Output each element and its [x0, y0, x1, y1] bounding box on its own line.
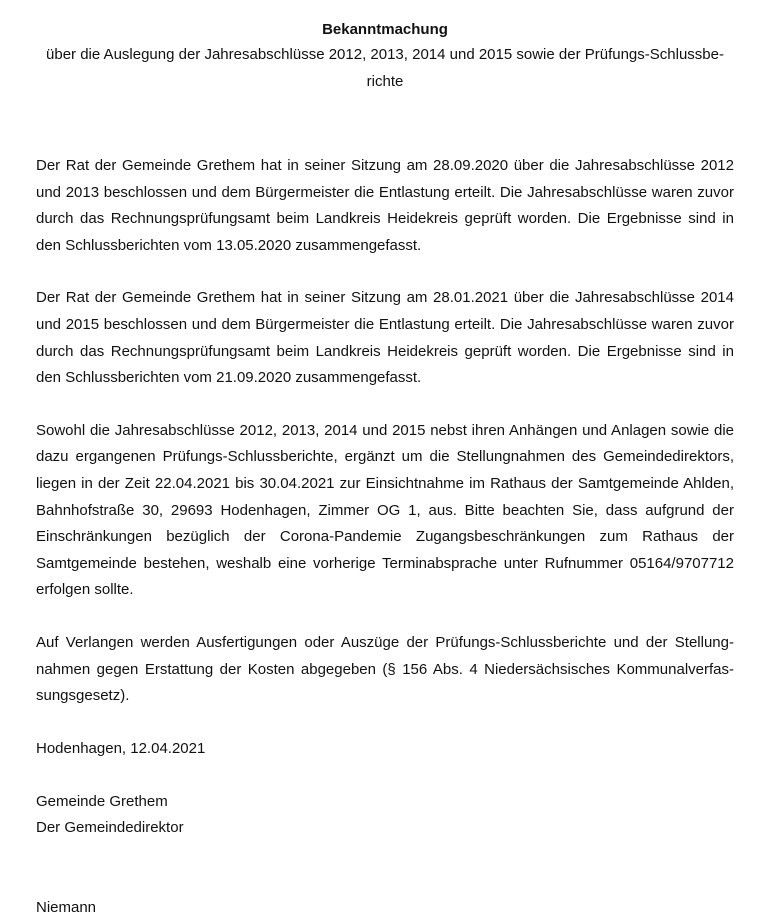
paragraph-copies-on-request: Auf Verlangen werden Ausfertigungen oder Auszüge der Prüfungs-Schlussberichte und der Stellungnahmen gegen Erstattung der Kosten abgegeben (§ 156 Abs. 4 Niedersächsisches Kommunalverfassungsgesetz). [36, 633, 734, 705]
paragraph-council-decision-2014-2015: Der Rat der Gemeinde Grethem hat in seiner Sitzung am 28.01.2021 über die Jahresabschlüsse 2014 und 2015 beschlossen und dem Bürgermeister die Entlastung erteilt. Die Jahresabschlüsse waren zuvor durch das Rechnungsprüfungsamt beim Landkreis Heidekreis geprüft worden. Die Ergebnisse sind in den Schlussberichten vom 21.09.2020 zusammengefasst. [36, 289, 734, 387]
signature-name: Niemann [36, 899, 97, 917]
signature-role: Der Gemeindedirektor [36, 819, 184, 837]
place-date: Hodenhagen, 12.04.2021 [36, 739, 206, 757]
paragraph-inspection-details: Sowohl die Jahresabschlüsse 2012, 2013, 2014 und 2015 nebst ihren Anhängen und Anlagen sowie die dazu ergangenen Prüfungs-Schlussberichte, ergänzt um die Stellungnahmen des Gemeindedirektors, liegen in der Zeit 22.04.2021 bis 30.04.2021 zur Einsichtnahme im Rathaus der Samtgemeinde Ahlden, Bahnhofstraße 30, 29693 Hodenhagen, Zimmer OG 1, aus. Bitte beachten Sie, dass aufgrund der Einschränkungen bezüglich der Corona-Pandemie Zugangsbeschränkungen zum Rathaus der Samtgemeinde bestehen, weshalb eine vorherige Terminabsprache unter Rufnummer 05164/9707712 erfolgen sollte. [36, 421, 734, 599]
paragraph-council-decision-2012-2013: Der Rat der Gemeinde Grethem hat in seiner Sitzung am 28.09.2020 über die Jahresabschlüsse 2012 und 2013 beschlossen und dem Bürgermeister die Entlastung erteilt. Die Jahresabschlüsse waren zuvor durch das Rechnungsprüfungsamt beim Landkreis Heidekreis geprüft worden. Die Ergebnisse sind in den Schlussberichten vom 13.05.2020 zusammengefasst. [36, 157, 734, 254]
notice-title: Bekanntmachung [322, 21, 448, 38]
notice-document [36, 19, 734, 922]
notice-subtitle: über die Auslegung der Jahresabschlüsse 2012, 2013, 2014 und 2015 sowie der Prüfungs-Schlussberichte [46, 46, 724, 90]
signature-organization: Gemeinde Grethem [36, 792, 168, 810]
